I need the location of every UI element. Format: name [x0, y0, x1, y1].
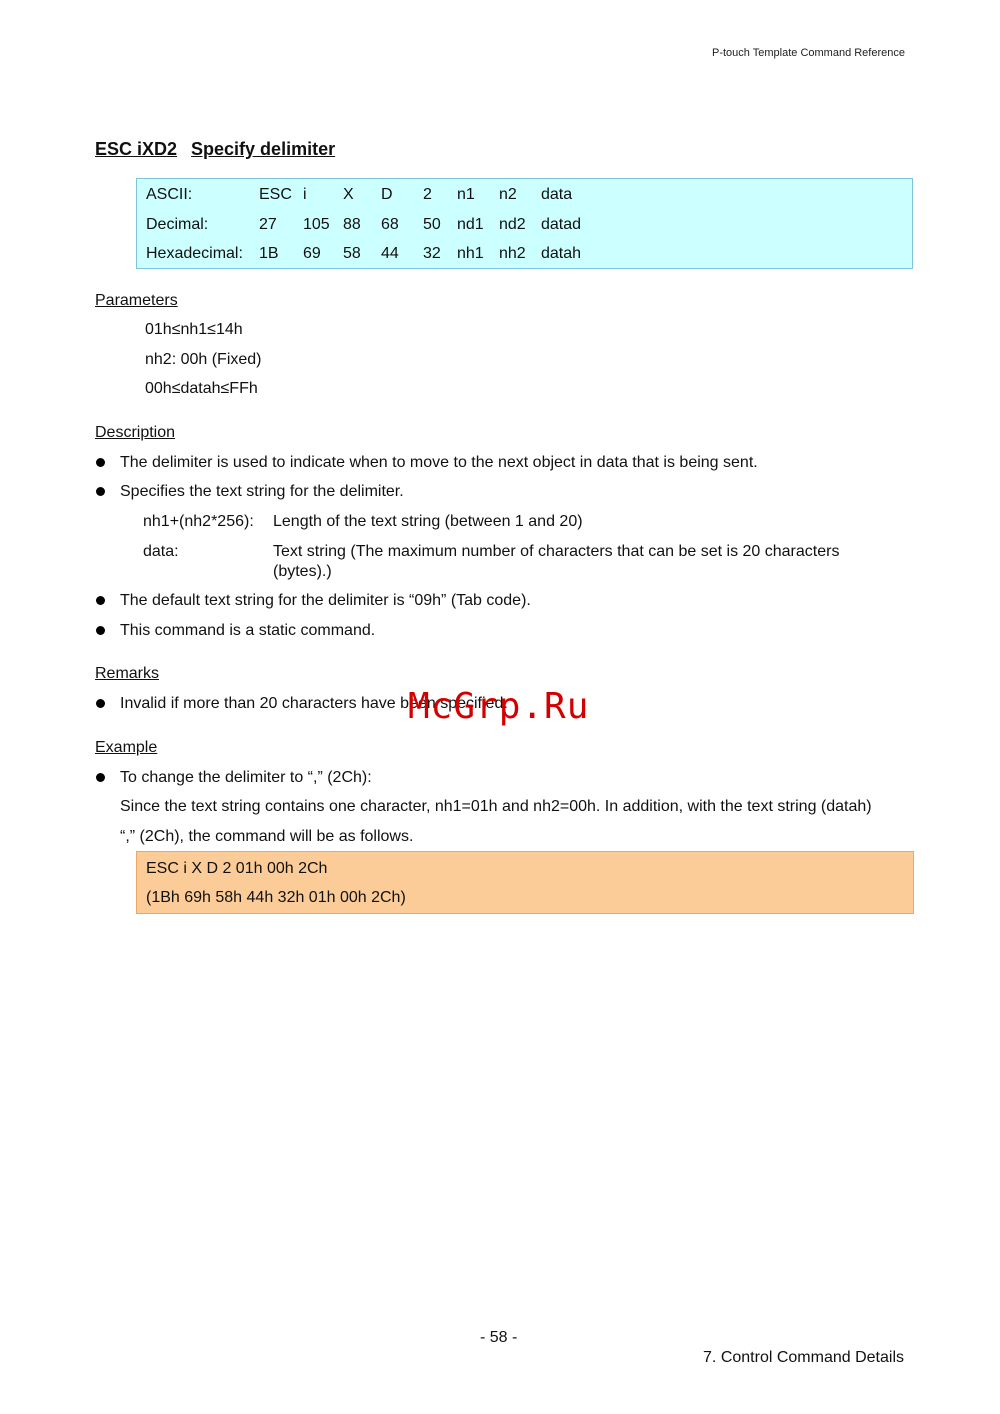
- definition-term: nh1+(nh2*256):: [143, 513, 254, 530]
- cell: 2: [423, 186, 432, 203]
- bullet-icon: [96, 773, 105, 782]
- bullet-icon: [96, 626, 105, 635]
- example-code-line: ESC i X D 2 01h 00h 2Ch: [146, 860, 328, 877]
- description-heading: Description: [95, 424, 176, 441]
- row-label: Hexadecimal:: [146, 245, 243, 262]
- cell: nh2: [499, 245, 526, 262]
- command-name: Specify delimiter: [191, 139, 336, 159]
- watermark-logo: McGrp.Ru: [408, 686, 590, 727]
- cell: 1B: [259, 245, 279, 262]
- page-title: [95, 139, 335, 160]
- cell: 32: [423, 245, 441, 262]
- example-text: Since the text string contains one character, nh1=01h and nh2=00h. In addition, with the text string (datah): [120, 798, 872, 815]
- example-text: “,” (2Ch), the command will be as follows.: [120, 828, 414, 845]
- bullet-icon: [96, 487, 105, 496]
- cell: nh1: [457, 245, 484, 262]
- description-bullet: This command is a static command.: [120, 622, 376, 639]
- command-row-ascii: [137, 186, 912, 216]
- cell: 50: [423, 216, 441, 233]
- cell: i: [303, 186, 307, 203]
- description-bullet: The delimiter is used to indicate when to move to the next object in data that is being sent.: [120, 454, 758, 471]
- description-bullet: The default text string for the delimiter is “09h” (Tab code).: [120, 592, 531, 609]
- command-row-decimal: [137, 216, 912, 246]
- row-label: ASCII:: [146, 186, 193, 203]
- definition-desc-cont: (bytes).): [273, 563, 332, 580]
- description-bullet: Specifies the text string for the delimiter.: [120, 483, 404, 500]
- definition-term: data:: [143, 543, 179, 560]
- parameter-item: 00h≤datah≤FFh: [145, 380, 258, 397]
- cell: X: [343, 186, 354, 203]
- cell: nd2: [499, 216, 526, 233]
- command-code: ESC iXD2: [95, 139, 178, 159]
- cell: n2: [499, 186, 517, 203]
- page-number: - 58 -: [480, 1329, 518, 1346]
- remarks-heading: Remarks: [95, 665, 160, 682]
- bullet-icon: [96, 699, 105, 708]
- cell: 105: [303, 216, 330, 233]
- row-label: Decimal:: [146, 216, 209, 233]
- cell: nd1: [457, 216, 484, 233]
- remarks-bullet: Invalid if more than 20 characters have been specified.: [120, 695, 508, 712]
- cell: data: [541, 186, 573, 203]
- example-code-line: (1Bh 69h 58h 44h 32h 01h 00h 2Ch): [146, 889, 406, 906]
- command-table: [136, 178, 913, 269]
- cell: ESC: [259, 186, 292, 203]
- command-row-hexadecimal: [137, 245, 912, 275]
- cell: 27: [259, 216, 277, 233]
- running-footer: 7. Control Command Details: [703, 1349, 904, 1366]
- cell: 69: [303, 245, 321, 262]
- cell: D: [381, 186, 393, 203]
- bullet-icon: [96, 596, 105, 605]
- bullet-icon: [96, 458, 105, 467]
- definition-desc: Length of the text string (between 1 and 20): [273, 513, 583, 530]
- cell: 68: [381, 216, 399, 233]
- cell: datah: [541, 245, 582, 262]
- parameter-item: 01h≤nh1≤14h: [145, 321, 243, 338]
- cell: 58: [343, 245, 361, 262]
- definition-desc: Text string (The maximum number of characters that can be set is 20 characters: [273, 543, 840, 560]
- running-header: P-touch Template Command Reference: [711, 47, 905, 59]
- example-bullet: To change the delimiter to “,” (2Ch):: [120, 769, 372, 786]
- parameter-item: nh2: 00h (Fixed): [145, 351, 262, 368]
- cell: n1: [457, 186, 475, 203]
- example-code-box: [136, 851, 914, 914]
- cell: datad: [541, 216, 582, 233]
- cell: 44: [381, 245, 399, 262]
- cell: 88: [343, 216, 361, 233]
- example-heading: Example: [95, 739, 158, 756]
- parameters-heading: Parameters: [95, 292, 178, 309]
